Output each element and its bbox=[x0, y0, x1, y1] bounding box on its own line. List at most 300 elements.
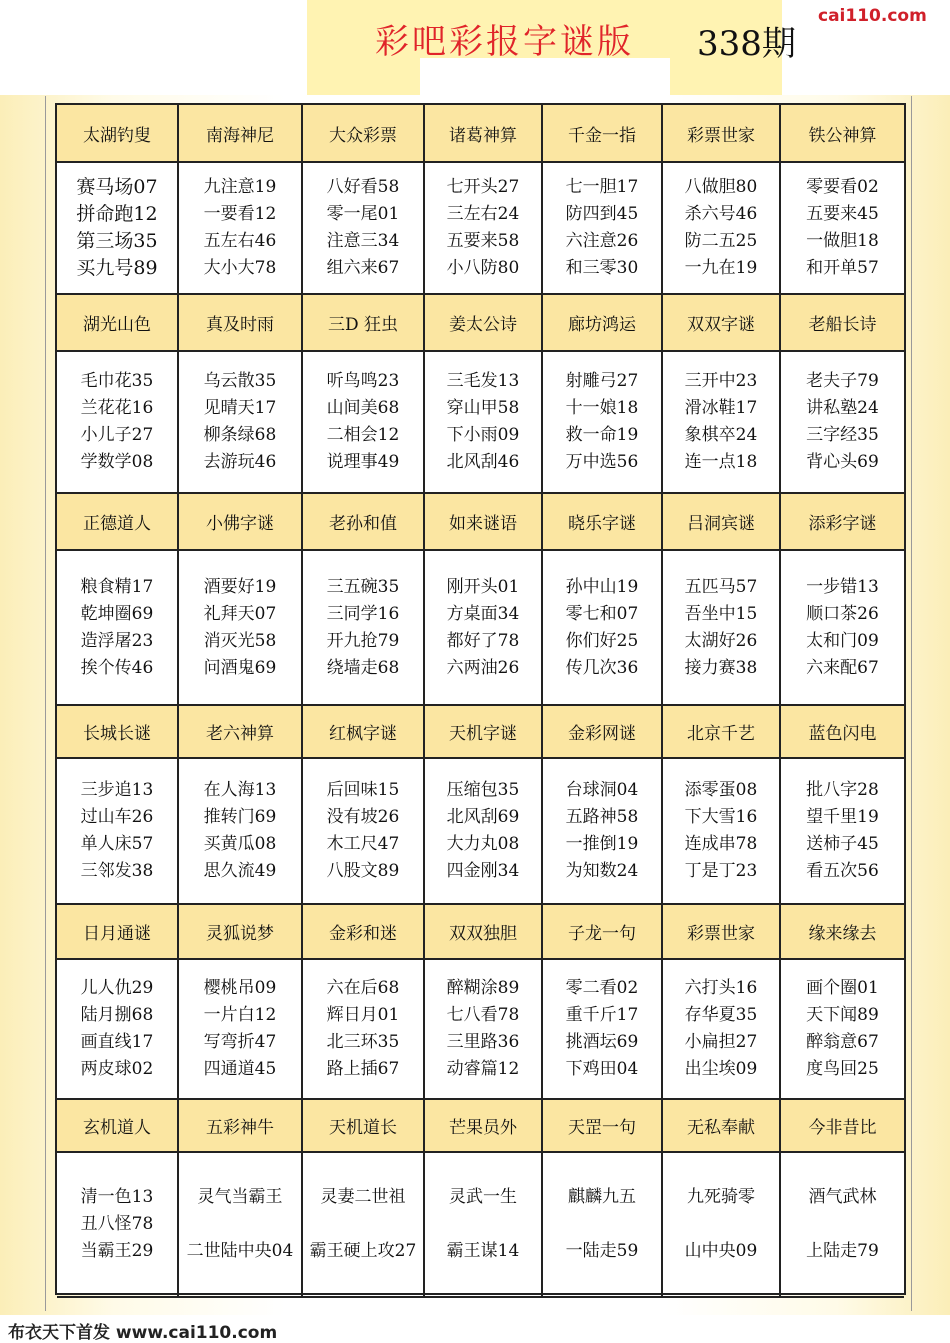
riddle-line: 大力丸08 bbox=[446, 834, 520, 854]
riddle-line: 一片白12 bbox=[203, 1005, 277, 1025]
riddle-line: 刚开头01 bbox=[446, 576, 520, 597]
riddle-line: 八股文89 bbox=[326, 861, 400, 881]
author-name: 今非昔比 bbox=[808, 1118, 877, 1138]
riddle-cell bbox=[425, 352, 543, 494]
riddle-line: 和开单57 bbox=[806, 258, 879, 278]
riddle-cell bbox=[663, 352, 781, 494]
riddle-line: 八好看58 bbox=[326, 177, 400, 197]
riddle-line: 二世陆中央04 bbox=[186, 1241, 294, 1261]
riddle-row bbox=[57, 163, 904, 295]
riddle-line: 连成串78 bbox=[684, 834, 758, 854]
title-white-band bbox=[420, 58, 670, 95]
riddle-line: 七一胆17 bbox=[565, 177, 639, 197]
riddle-cell bbox=[179, 551, 303, 706]
riddle-line: 乌云散35 bbox=[203, 371, 277, 391]
riddle-line: 第三场35 bbox=[76, 230, 158, 252]
riddle-cell bbox=[179, 1153, 303, 1298]
riddle-cell bbox=[303, 1153, 425, 1298]
column-header bbox=[425, 706, 543, 759]
riddle-line: 三毛发13 bbox=[446, 371, 520, 391]
riddle-row bbox=[57, 551, 904, 706]
riddle-line bbox=[599, 1211, 604, 1238]
riddle-line: 推转门69 bbox=[203, 807, 277, 827]
riddle-line: 组六来67 bbox=[326, 258, 400, 278]
riddle-cell bbox=[781, 163, 904, 295]
riddle-line: 赛马场07 bbox=[76, 176, 158, 198]
riddle-line: 顺口茶26 bbox=[806, 603, 879, 624]
column-header bbox=[425, 905, 543, 960]
riddle-line: 北风刮69 bbox=[446, 807, 520, 827]
column-header bbox=[663, 494, 781, 551]
riddle-line: 穿山甲58 bbox=[446, 398, 520, 418]
riddle-cell bbox=[543, 352, 663, 494]
riddle-line: 六打头16 bbox=[684, 978, 758, 998]
riddle-line: 一陆走59 bbox=[565, 1241, 639, 1261]
riddle-cell bbox=[57, 960, 179, 1100]
column-header bbox=[179, 905, 303, 960]
riddle-line: 八做胆80 bbox=[684, 177, 758, 197]
riddle-line: 拼命跑12 bbox=[76, 203, 158, 225]
riddle-cell bbox=[781, 960, 904, 1100]
riddle-line: 三步追13 bbox=[80, 780, 154, 800]
riddle-line: 麒麟九五 bbox=[568, 1187, 636, 1207]
column-header bbox=[303, 706, 425, 759]
author-name: 铁公神算 bbox=[808, 125, 877, 146]
author-name: 金彩网谜 bbox=[568, 724, 636, 744]
riddle-line: 一推倒19 bbox=[565, 834, 639, 854]
riddle-line: 后回味15 bbox=[326, 780, 400, 800]
riddle-line: 四通道45 bbox=[203, 1059, 277, 1079]
riddle-cell bbox=[781, 759, 904, 905]
riddle-line: 霸王谋14 bbox=[446, 1241, 520, 1261]
author-name: 廊坊鸿运 bbox=[568, 315, 636, 335]
riddle-line: 七八看78 bbox=[446, 1005, 520, 1025]
riddle-line: 樱桃吊09 bbox=[203, 978, 277, 998]
author-name: 三D 狂虫 bbox=[327, 315, 399, 335]
riddle-line: 背心头69 bbox=[806, 452, 879, 472]
author-name: 晓乐字谜 bbox=[568, 514, 636, 534]
riddle-line: 添零蛋08 bbox=[684, 780, 758, 800]
riddle-line: 挑酒坛69 bbox=[565, 1032, 639, 1052]
riddle-cell bbox=[57, 163, 179, 295]
riddle-line bbox=[360, 1211, 365, 1238]
riddle-line: 零二看02 bbox=[565, 978, 639, 998]
riddle-line: 三同学16 bbox=[326, 603, 400, 624]
riddle-line: 在人海13 bbox=[203, 780, 277, 800]
riddle-line: 六两油26 bbox=[446, 657, 520, 678]
column-header bbox=[57, 706, 179, 759]
riddle-cell bbox=[57, 1153, 179, 1298]
author-name: 老船长诗 bbox=[808, 315, 877, 335]
author-name: 湖光山色 bbox=[83, 315, 151, 335]
author-name: 老六神算 bbox=[206, 724, 274, 744]
riddle-line: 一九在19 bbox=[684, 258, 758, 278]
riddle-line: 三左右24 bbox=[446, 204, 520, 224]
column-header bbox=[663, 905, 781, 960]
riddle-line: 陆月捌68 bbox=[80, 1005, 154, 1025]
riddle-cell bbox=[543, 759, 663, 905]
riddle-line: 台球洞04 bbox=[565, 780, 639, 800]
riddle-line: 下小雨09 bbox=[446, 425, 520, 445]
column-header bbox=[303, 1100, 425, 1153]
riddle-line: 六在后68 bbox=[326, 978, 400, 998]
riddle-line: 灵气当霸王 bbox=[197, 1187, 283, 1207]
column-header bbox=[543, 706, 663, 759]
author-name: 红枫字谜 bbox=[329, 724, 397, 744]
riddle-line: 七开头27 bbox=[446, 177, 520, 197]
riddle-line: 杀六号46 bbox=[684, 204, 758, 224]
riddle-line: 重千斤17 bbox=[565, 1005, 639, 1025]
riddle-line: 路上插67 bbox=[326, 1059, 400, 1079]
riddle-line: 辉日月01 bbox=[326, 1005, 400, 1025]
riddle-line: 望千里19 bbox=[806, 807, 879, 827]
column-header bbox=[57, 905, 179, 960]
column-header bbox=[543, 1100, 663, 1153]
column-header bbox=[179, 105, 303, 163]
riddle-row bbox=[57, 759, 904, 905]
riddle-line: 三邻发38 bbox=[80, 861, 154, 881]
author-name: 天机道长 bbox=[329, 1118, 397, 1138]
riddle-cell bbox=[303, 163, 425, 295]
author-name: 灵狐说梦 bbox=[206, 924, 274, 944]
riddle-line: 酒要好19 bbox=[203, 576, 277, 597]
author-name: 诸葛神算 bbox=[449, 125, 517, 146]
column-header bbox=[425, 105, 543, 163]
author-name: 五彩神牛 bbox=[206, 1118, 274, 1138]
author-name: 彩票世家 bbox=[687, 924, 755, 944]
riddle-cell bbox=[663, 1153, 781, 1298]
author-name: 蓝色闪电 bbox=[808, 724, 877, 744]
column-header bbox=[425, 1100, 543, 1153]
riddle-line: 丑八怪78 bbox=[80, 1214, 154, 1234]
riddle-line: 礼拜天07 bbox=[203, 603, 277, 624]
riddle-line: 度鸟回25 bbox=[806, 1059, 879, 1079]
riddle-line: 山中央09 bbox=[684, 1241, 758, 1261]
author-name: 金彩和迷 bbox=[329, 924, 397, 944]
riddle-line: 乾坤圈69 bbox=[80, 603, 154, 624]
author-name: 北京千艺 bbox=[687, 724, 755, 744]
author-name: 如来谜语 bbox=[449, 514, 517, 534]
column-header bbox=[781, 905, 904, 960]
riddle-line: 过山车26 bbox=[80, 807, 154, 827]
column-header bbox=[663, 706, 781, 759]
riddle-cell bbox=[425, 759, 543, 905]
riddle-line: 都好了78 bbox=[446, 630, 520, 651]
riddle-cell bbox=[543, 960, 663, 1100]
riddle-cell bbox=[303, 759, 425, 905]
riddle-cell bbox=[179, 960, 303, 1100]
column-header bbox=[663, 105, 781, 163]
riddle-line: 象棋卒24 bbox=[684, 425, 758, 445]
column-header bbox=[663, 1100, 781, 1153]
riddle-line: 四金刚34 bbox=[446, 861, 520, 881]
author-name: 大众彩票 bbox=[329, 125, 397, 146]
column-header bbox=[781, 494, 904, 551]
riddle-line: 为知数24 bbox=[565, 861, 639, 881]
riddle-line: 挨个传46 bbox=[80, 657, 154, 678]
riddle-line: 学数学08 bbox=[80, 452, 154, 472]
riddle-line: 防四到45 bbox=[565, 204, 639, 224]
author-name: 千金一指 bbox=[568, 125, 636, 146]
footer-credit: 布衣天下首发 www.cai110.com bbox=[8, 1323, 278, 1343]
riddle-cell bbox=[781, 1153, 904, 1298]
riddle-line: 零一尾01 bbox=[326, 204, 400, 224]
riddle-line: 绕墙走68 bbox=[326, 657, 400, 678]
riddle-cell bbox=[425, 551, 543, 706]
riddle-line: 消灭光58 bbox=[203, 630, 277, 651]
column-header bbox=[303, 494, 425, 551]
riddle-line: 你们好25 bbox=[565, 630, 639, 651]
riddle-line: 六来配67 bbox=[806, 657, 879, 678]
issue-number: 338期 bbox=[697, 24, 796, 64]
column-header bbox=[425, 295, 543, 352]
riddle-line: 太和门09 bbox=[806, 630, 879, 651]
header-row bbox=[57, 105, 904, 163]
riddle-line: 存华夏35 bbox=[684, 1005, 758, 1025]
riddle-line: 滑冰鞋17 bbox=[684, 398, 758, 418]
riddle-line: 画个圈01 bbox=[806, 978, 879, 998]
riddle-line: 救一命19 bbox=[565, 425, 639, 445]
riddle-line: 思久流49 bbox=[203, 861, 277, 881]
riddle-line: 粮食精17 bbox=[80, 576, 154, 597]
riddle-line bbox=[840, 1211, 845, 1238]
riddle-line: 三里路36 bbox=[446, 1032, 520, 1052]
riddle-line: 零七和07 bbox=[565, 603, 639, 624]
riddle-row bbox=[57, 352, 904, 494]
column-header bbox=[781, 295, 904, 352]
header-row bbox=[57, 494, 904, 551]
riddle-line: 动睿篇12 bbox=[446, 1059, 520, 1079]
riddle-line: 北风刮46 bbox=[446, 452, 520, 472]
author-name: 彩票世家 bbox=[687, 125, 755, 146]
column-header bbox=[57, 105, 179, 163]
riddle-cell bbox=[781, 551, 904, 706]
riddle-line: 三五碗35 bbox=[326, 576, 400, 597]
riddle-line: 零要看02 bbox=[806, 177, 879, 197]
riddle-cell bbox=[425, 163, 543, 295]
riddle-line: 山间美68 bbox=[326, 398, 400, 418]
riddle-cell bbox=[425, 960, 543, 1100]
riddle-cell bbox=[179, 759, 303, 905]
riddle-line: 太湖好26 bbox=[684, 630, 758, 651]
riddle-line: 画直线17 bbox=[80, 1032, 154, 1052]
riddle-line: 五要来45 bbox=[806, 204, 879, 224]
riddle-cell bbox=[781, 352, 904, 494]
author-name: 太湖钓叟 bbox=[83, 125, 151, 146]
author-name: 吕洞宾谜 bbox=[687, 514, 755, 534]
author-name: 天罡一句 bbox=[568, 1118, 636, 1138]
riddle-line: 两皮球02 bbox=[80, 1059, 154, 1079]
riddle-line: 毛巾花35 bbox=[80, 371, 154, 391]
author-name: 玄机道人 bbox=[83, 1118, 151, 1138]
riddle-line: 十一娘18 bbox=[565, 398, 639, 418]
column-header bbox=[781, 1100, 904, 1153]
riddle-line: 大小大78 bbox=[203, 258, 277, 278]
riddle-line: 开九抢79 bbox=[326, 630, 400, 651]
riddle-line: 注意三34 bbox=[326, 231, 400, 251]
riddle-line: 九死骑零 bbox=[687, 1187, 755, 1207]
author-name: 老孙和值 bbox=[329, 514, 397, 534]
riddle-line: 一步错13 bbox=[806, 576, 879, 597]
riddle-line: 和三零30 bbox=[565, 258, 639, 278]
column-header bbox=[781, 105, 904, 163]
riddle-line: 看五次56 bbox=[806, 861, 879, 881]
riddle-line: 儿人仇29 bbox=[80, 978, 154, 998]
riddle-line: 买黄瓜08 bbox=[203, 834, 277, 854]
riddle-line bbox=[237, 1211, 242, 1238]
page-title: 彩吧彩报字谜版 bbox=[375, 22, 634, 62]
column-header bbox=[543, 295, 663, 352]
riddle-line: 孙中山19 bbox=[565, 576, 639, 597]
riddle-line: 出尘埃09 bbox=[684, 1059, 758, 1079]
author-name: 日月通谜 bbox=[83, 924, 151, 944]
author-name: 真及时雨 bbox=[206, 315, 274, 335]
author-name: 正德道人 bbox=[83, 514, 151, 534]
riddle-line bbox=[480, 1211, 485, 1238]
riddle-line: 连一点18 bbox=[684, 452, 758, 472]
riddle-line: 灵妻二世祖 bbox=[320, 1187, 406, 1207]
riddle-line: 压缩包35 bbox=[446, 780, 520, 800]
riddle-line: 一要看12 bbox=[203, 204, 277, 224]
riddle-cell bbox=[543, 1153, 663, 1298]
riddle-cell bbox=[57, 759, 179, 905]
riddle-line: 三开中23 bbox=[684, 371, 758, 391]
riddle-line: 射雕弓27 bbox=[565, 371, 639, 391]
column-header bbox=[543, 105, 663, 163]
riddle-line: 二相会12 bbox=[326, 425, 400, 445]
column-header bbox=[179, 494, 303, 551]
column-header bbox=[663, 295, 781, 352]
riddle-line: 北三环35 bbox=[326, 1032, 400, 1052]
riddle-cell bbox=[303, 960, 425, 1100]
riddle-line: 霸王硬上攻27 bbox=[309, 1241, 417, 1261]
riddle-line: 吾坐中15 bbox=[684, 603, 758, 624]
riddle-line: 五要来58 bbox=[446, 231, 520, 251]
riddle-cell bbox=[425, 1153, 543, 1298]
author-name: 子龙一句 bbox=[568, 924, 636, 944]
riddle-line: 方桌面34 bbox=[446, 603, 520, 624]
riddle-cell bbox=[57, 352, 179, 494]
column-header bbox=[303, 905, 425, 960]
riddle-cell bbox=[663, 960, 781, 1100]
riddle-line: 下鸡田04 bbox=[565, 1059, 639, 1079]
riddle-line: 柳条绿68 bbox=[203, 425, 277, 445]
riddle-line: 批八字28 bbox=[806, 780, 879, 800]
column-header bbox=[57, 295, 179, 352]
column-header bbox=[425, 494, 543, 551]
riddle-line: 说理事49 bbox=[326, 452, 400, 472]
riddle-line: 没有坡26 bbox=[326, 807, 400, 827]
riddle-line: 丁是丁23 bbox=[684, 861, 758, 881]
header-row bbox=[57, 1100, 904, 1153]
riddle-cell bbox=[663, 163, 781, 295]
author-name: 姜太公诗 bbox=[449, 315, 517, 335]
riddle-line: 万中选56 bbox=[565, 452, 639, 472]
riddle-line: 小八防80 bbox=[446, 258, 520, 278]
riddle-line: 上陆走79 bbox=[806, 1241, 879, 1261]
riddle-line: 讲私塾24 bbox=[806, 398, 879, 418]
author-name: 小佛字谜 bbox=[206, 514, 274, 534]
riddle-line: 五路神58 bbox=[565, 807, 639, 827]
author-name: 芒果员外 bbox=[449, 1118, 517, 1138]
riddle-cell bbox=[543, 163, 663, 295]
riddle-line: 五匹马57 bbox=[684, 576, 758, 597]
column-header bbox=[57, 1100, 179, 1153]
riddle-cell bbox=[543, 551, 663, 706]
author-name: 无私奉献 bbox=[687, 1118, 755, 1138]
column-header bbox=[303, 295, 425, 352]
riddle-line: 造浮屠23 bbox=[80, 630, 154, 651]
riddle-line: 一做胆18 bbox=[806, 231, 879, 251]
riddle-row bbox=[57, 1153, 904, 1298]
column-header bbox=[543, 905, 663, 960]
riddle-line: 买九号89 bbox=[76, 257, 158, 279]
author-name: 双双独胆 bbox=[449, 924, 517, 944]
riddle-line: 下大雪16 bbox=[684, 807, 758, 827]
riddle-cell bbox=[303, 352, 425, 494]
riddle-row bbox=[57, 960, 904, 1100]
riddle-line: 听鸟鸣23 bbox=[326, 371, 400, 391]
riddle-line bbox=[718, 1211, 723, 1238]
riddle-line: 当霸王29 bbox=[80, 1241, 154, 1261]
header-row bbox=[57, 905, 904, 960]
riddle-line: 木工尺47 bbox=[326, 834, 400, 854]
riddle-line: 传几次36 bbox=[565, 657, 639, 678]
column-header bbox=[179, 706, 303, 759]
riddle-cell bbox=[663, 551, 781, 706]
riddle-line: 见晴天17 bbox=[203, 398, 277, 418]
riddle-line: 单人床57 bbox=[80, 834, 154, 854]
column-header bbox=[179, 295, 303, 352]
riddle-cell bbox=[663, 759, 781, 905]
author-name: 缘来缘去 bbox=[808, 924, 877, 944]
riddle-line: 六注意26 bbox=[565, 231, 639, 251]
column-header bbox=[303, 105, 425, 163]
riddle-cell bbox=[57, 551, 179, 706]
header-row bbox=[57, 295, 904, 352]
riddle-line: 接力赛38 bbox=[684, 657, 758, 678]
riddle-cell bbox=[179, 163, 303, 295]
riddle-line: 酒气武林 bbox=[808, 1187, 877, 1207]
riddle-line: 醉糊涂89 bbox=[446, 978, 520, 998]
riddle-line: 清一色13 bbox=[80, 1187, 154, 1207]
riddle-line: 兰花花16 bbox=[80, 398, 154, 418]
riddle-line: 灵武一生 bbox=[449, 1187, 517, 1207]
riddle-line: 九注意19 bbox=[203, 177, 277, 197]
riddle-line: 三字经35 bbox=[806, 425, 879, 445]
author-name: 天机字谜 bbox=[449, 724, 517, 744]
riddle-line: 五左右46 bbox=[203, 231, 277, 251]
riddle-line: 问酒鬼69 bbox=[203, 657, 277, 678]
riddle-line: 老夫子79 bbox=[806, 371, 879, 391]
riddle-cell bbox=[179, 352, 303, 494]
column-header bbox=[781, 706, 904, 759]
author-name: 双双字谜 bbox=[687, 315, 755, 335]
riddle-line: 小扁担27 bbox=[684, 1032, 758, 1052]
riddle-table bbox=[55, 103, 906, 1295]
header-row bbox=[57, 706, 904, 759]
author-name: 长城长谜 bbox=[83, 724, 151, 744]
riddle-line: 防二五25 bbox=[684, 231, 758, 251]
riddle-line: 醉翁意67 bbox=[806, 1032, 879, 1052]
author-name: 添彩字谜 bbox=[808, 514, 877, 534]
riddle-line: 小儿子27 bbox=[80, 425, 154, 445]
riddle-line: 天下闻89 bbox=[806, 1005, 879, 1025]
riddle-cell bbox=[303, 551, 425, 706]
riddle-line: 写弯折47 bbox=[203, 1032, 277, 1052]
column-header bbox=[543, 494, 663, 551]
author-name: 南海神尼 bbox=[206, 125, 274, 146]
